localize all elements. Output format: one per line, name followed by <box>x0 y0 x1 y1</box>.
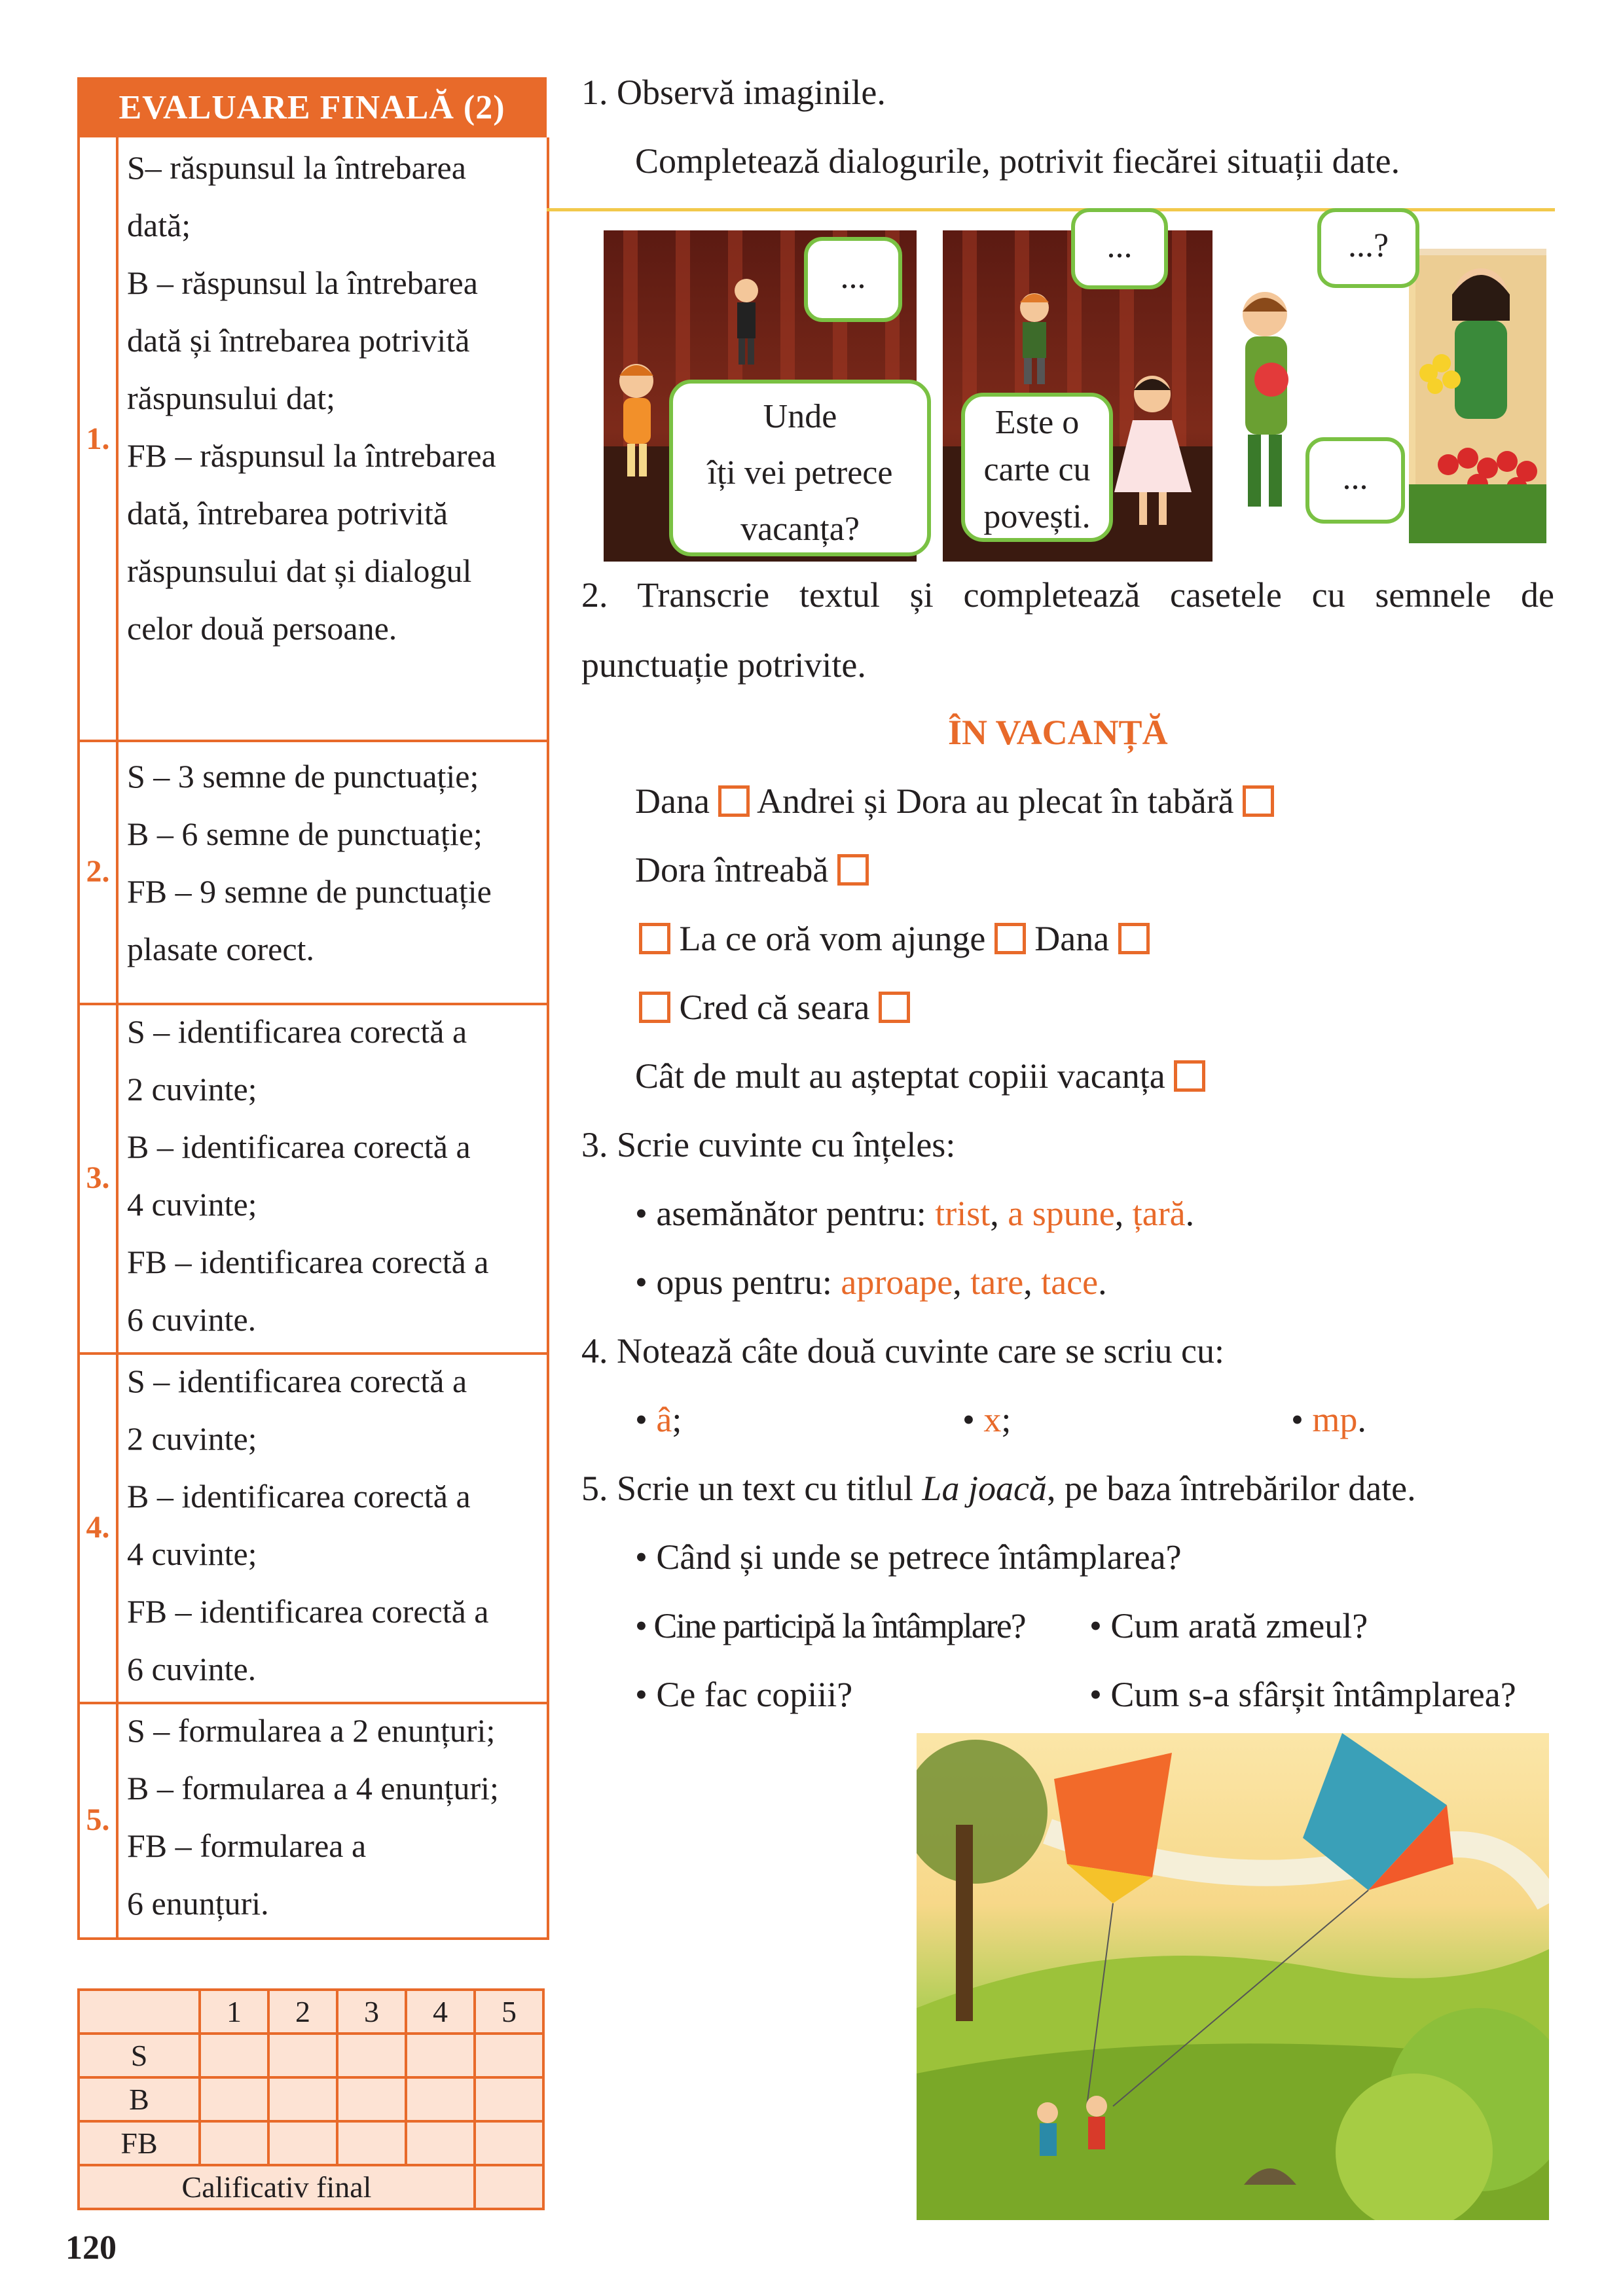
score-col-header: 3 <box>337 1990 406 2034</box>
criteria-line: FB – identificarea corectă a <box>127 1593 489 1630</box>
text-fragment: Cât de mult au așteptat copiii vacanța <box>635 1056 1165 1096</box>
criteria-line: B – identificarea corectă a <box>127 1128 471 1165</box>
speech-bubble[interactable]: ... <box>804 237 902 322</box>
speech-bubble <box>961 393 1113 542</box>
punctuation-box[interactable] <box>994 923 1026 954</box>
eval-row-number: 3. <box>80 1003 119 1352</box>
eval-row-criteria <box>127 1352 541 1698</box>
target-word: tace <box>1041 1263 1099 1302</box>
question-2: • Cine participă la întâmplare? <box>635 1606 1025 1645</box>
target-word: a spune <box>1008 1194 1115 1233</box>
criteria-line: 2 cuvinte; <box>127 1071 257 1107</box>
score-cell[interactable] <box>406 2034 475 2077</box>
text-line-4 <box>639 987 910 1028</box>
speech-bubble[interactable]: ... <box>1071 208 1168 289</box>
ex5-title-italic: La joacă <box>922 1469 1047 1508</box>
criteria-line: S – 3 semne de punctuație; <box>127 758 479 795</box>
bubble-line: vacanța? <box>740 511 860 548</box>
letter-group: mp <box>1312 1400 1358 1439</box>
score-row-header: B <box>79 2077 200 2121</box>
score-cell[interactable] <box>268 2034 337 2077</box>
score-cell[interactable] <box>406 2121 475 2165</box>
ex5-title <box>581 1468 1416 1509</box>
bubble-line: Este o <box>994 404 1080 441</box>
target-word: țară <box>1132 1194 1186 1233</box>
final-grade-cell[interactable] <box>475 2165 543 2209</box>
score-cell[interactable] <box>268 2077 337 2121</box>
punctuation-box[interactable] <box>1174 1060 1205 1092</box>
text-line-5 <box>635 1056 1205 1096</box>
ex2-title: 2. Transcrie textul și completează casetele cu semnele de <box>581 575 1554 615</box>
punctuation-box[interactable] <box>718 785 750 817</box>
criteria-line: B – răspunsul la întrebarea <box>127 264 478 301</box>
eval-row-number: 4. <box>80 1352 119 1702</box>
criteria-line: răspunsului dat și dialogul <box>127 552 472 589</box>
criteria-line: S – identificarea corectă a <box>127 1363 467 1399</box>
score-col-header: 1 <box>200 1990 268 2034</box>
target-word: tare <box>970 1263 1024 1302</box>
text-line-3 <box>639 918 1150 959</box>
eval-row-5 <box>77 1702 549 1940</box>
score-cell[interactable] <box>268 2121 337 2165</box>
eval-row-number: 1. <box>80 137 119 740</box>
ex4-title: 4. Notează câte două cuvinte care se scriu cu: <box>581 1331 1224 1371</box>
text-fragment: Dana <box>1034 919 1110 958</box>
question-4: • Ce fac copiii? <box>635 1675 853 1714</box>
score-cell[interactable] <box>475 2034 543 2077</box>
speech-bubble[interactable]: ... <box>1305 437 1405 524</box>
criteria-line: 4 cuvinte; <box>127 1186 257 1223</box>
ex5-title-text: , pe baza întrebărilor date. <box>1046 1469 1416 1508</box>
score-cell[interactable] <box>200 2077 268 2121</box>
eval-row-number: 5. <box>80 1702 119 1937</box>
criteria-line: răspunsului dat; <box>127 380 336 416</box>
text-fragment: Dora întreabă <box>635 850 829 889</box>
letter-group: â <box>656 1400 672 1439</box>
kite-illustration <box>917 1733 1549 2220</box>
synonyms-label: • asemănător pentru: <box>635 1194 936 1233</box>
target-word: aproape <box>841 1263 953 1302</box>
score-cell[interactable] <box>337 2034 406 2077</box>
letter-group: x <box>983 1400 1002 1439</box>
criteria-line: S – formularea a 2 enunțuri; <box>127 1712 496 1749</box>
score-cell[interactable] <box>406 2077 475 2121</box>
question-1: • Când și unde se petrece întâmplarea? <box>635 1537 1182 1577</box>
score-col-header: 5 <box>475 1990 543 2034</box>
score-cell[interactable] <box>337 2121 406 2165</box>
bubble-line: carte cu <box>983 451 1091 488</box>
eval-row-criteria <box>127 1003 541 1348</box>
criteria-line: 6 cuvinte. <box>127 1301 257 1338</box>
question-5: • Cum s-a sfârșit întâmplarea? <box>1089 1675 1516 1714</box>
text-fragment: Dana <box>635 781 710 821</box>
eval-row-number: 2. <box>80 740 119 1003</box>
question-3: • Cum arată zmeul? <box>1089 1606 1368 1645</box>
text-fragment: Andrei și Dora au plecat în tabără <box>756 781 1234 821</box>
score-cell[interactable] <box>200 2121 268 2165</box>
text-line-1 <box>635 781 1274 821</box>
score-row-header: S <box>79 2034 200 2077</box>
score-cell[interactable] <box>200 2034 268 2077</box>
eval-row-3 <box>77 1003 549 1355</box>
eval-row-4 <box>77 1352 549 1704</box>
punctuation-box[interactable] <box>1118 923 1150 954</box>
score-cell[interactable] <box>475 2121 543 2165</box>
criteria-line: S – identificarea corectă a <box>127 1013 467 1050</box>
punctuation-box[interactable] <box>639 992 670 1023</box>
score-col-header: 4 <box>406 1990 475 2034</box>
ex4-item: • â; <box>635 1400 682 1439</box>
final-grade-label: Calificativ final <box>79 2165 475 2209</box>
speech-bubble <box>669 380 931 556</box>
eval-row-criteria <box>127 139 541 657</box>
ex4-item: • mp. <box>1291 1400 1366 1439</box>
punctuation-box[interactable] <box>879 992 910 1023</box>
bubble-line: Unde <box>763 398 837 435</box>
antonyms-line: • opus pentru: aproape, tare, tace. <box>635 1263 1107 1302</box>
speech-bubble[interactable]: ...? <box>1317 208 1419 288</box>
criteria-line: B – formularea a 4 enunțuri; <box>127 1770 499 1806</box>
score-table <box>77 1988 545 2210</box>
score-cell[interactable] <box>475 2077 543 2121</box>
criteria-line: FB – identificarea corectă a <box>127 1244 489 1280</box>
criteria-line: 2 cuvinte; <box>127 1420 257 1457</box>
criteria-line: 6 cuvinte. <box>127 1651 257 1687</box>
ex1-title: 1. Observă imaginile. <box>581 73 886 112</box>
score-col-header: 2 <box>268 1990 337 2034</box>
ex2-title-continued: punctuație potrivite. <box>581 645 866 685</box>
criteria-line: dată; <box>127 207 191 243</box>
ex1-instruction: Completează dialogurile, potrivit fiecărei situații date. <box>635 141 1400 181</box>
text-fragment: Cred că seara <box>679 988 870 1027</box>
criteria-line: 6 enunțuri. <box>127 1885 269 1922</box>
punctuation-box[interactable] <box>639 923 670 954</box>
criteria-line: FB – formularea a <box>127 1827 367 1864</box>
eval-row-criteria <box>127 747 541 978</box>
criteria-line: plasate corect. <box>127 931 314 967</box>
kites-scene <box>917 1733 1549 2220</box>
punctuation-box[interactable] <box>837 854 869 886</box>
text-line-2 <box>635 850 869 890</box>
criteria-line: FB – 9 semne de punctuație <box>127 873 492 910</box>
criteria-line: B – identificarea corectă a <box>127 1478 471 1515</box>
criteria-line: dată, întrebarea potrivită <box>127 495 448 531</box>
criteria-line: FB – răspunsul la întrebarea <box>127 437 496 474</box>
eval-row-2 <box>77 740 549 1005</box>
text-fragment: La ce oră vom ajunge <box>679 919 986 958</box>
ex4-item: • x; <box>962 1400 1012 1439</box>
punctuation-box[interactable] <box>1243 785 1274 817</box>
page-number: 120 <box>65 2229 117 2267</box>
score-row-header: FB <box>79 2121 200 2165</box>
bubble-line: îți vei petrece <box>707 454 893 492</box>
criteria-line: B – 6 semne de punctuație; <box>127 816 483 852</box>
ex3-title: 3. Scrie cuvinte cu înțeles: <box>581 1125 956 1164</box>
criteria-line: S– răspunsul la întrebarea <box>127 149 466 186</box>
criteria-line: celor două persoane. <box>127 610 397 647</box>
target-word: trist <box>935 1194 991 1233</box>
eval-row-criteria <box>127 1702 541 1932</box>
text-heading: ÎN VACANȚĂ <box>948 713 1168 752</box>
score-corner-cell <box>79 1990 200 2034</box>
criteria-line: 4 cuvinte; <box>127 1535 257 1572</box>
bubble-line: povești. <box>983 498 1091 535</box>
evaluation-title: EVALUARE FINALĂ (2) <box>77 77 547 137</box>
synonyms-line: • asemănător pentru: trist, a spune, țară. <box>635 1194 1195 1233</box>
criteria-line: dată și întrebarea potrivită <box>127 322 470 359</box>
score-cell[interactable] <box>337 2077 406 2121</box>
ex5-title-text: 5. Scrie un text cu titlul <box>581 1469 922 1508</box>
antonyms-label: • opus pentru: <box>635 1263 841 1302</box>
eval-row-1 <box>77 137 549 742</box>
